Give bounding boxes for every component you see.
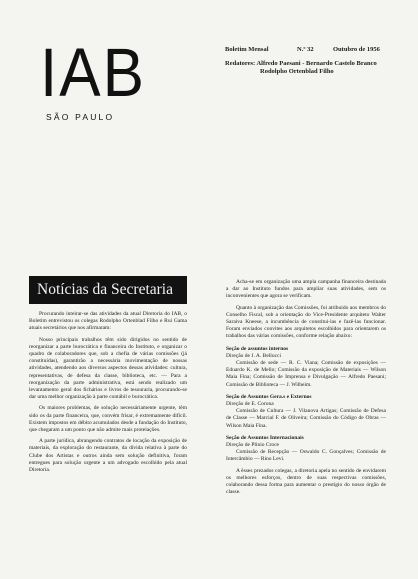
- issue-number: N.º 32: [297, 46, 314, 53]
- section-committees: Comissão de Recepção — Oswaldo C. Gonçalves; Comissão de Intercâmbio — Rino Levi.: [226, 449, 386, 463]
- paragraph: Nosso principais trabalhos têm sido dirigidos no sentido de reorganizar a parte burocrática e financeira do Instituto, e organizar o quadro de colaboradores que, sob a chefia de várias comissões (já constituídas), garantirão a necessária movimentação de nossas atividades, atendendo aos diversos aspectos dessas atividades: cultura, representativas, de defesa da classe, biblioteca, etc. — Para a reorganização da parte administrativa, está sendo realizado um levantamento geral dos fichários e livros de tesouraria, procurando-se dar uma melhor organização à parte contábil e burocrática.: [29, 336, 187, 401]
- left-column: [29, 311, 187, 474]
- right-column: [226, 279, 386, 496]
- iab-logo: [40, 35, 150, 126]
- paragraph: Procurando inteirar-se das atividades da atual Diretoria do IAB, o Boletim entrevistou os colegas Rodolpho Ortenblad Filho e Rui Gama atuais secretários que nos afirmaram:: [29, 311, 187, 332]
- editors-line-1: Redatores: Alfredo Paesani - Bernardo Castelo Branco: [225, 60, 377, 67]
- paragraph: A parte jurídica, abrangendo contratos de locação da exposição de materiais, da exploração do restaurante, da dívida relativa à parte do Clube dos Artistas e outros ainda sem solução definitiva, foram entregues para solução urgente a um advogado escolhido pela atual Diretoria.: [29, 438, 187, 474]
- section-title: Seção de assuntos internos: [226, 345, 289, 352]
- closing-paragraph: A êsses prezados colegas, a diretoria apela no sentido de envidarem os melhores esforços, dentro de suas respectivas comissões, colaborando dessa forma para aumentar o prestígio do nosso órgão de classe.: [226, 467, 386, 496]
- bulletin-label: Boletim Mensal: [225, 46, 269, 53]
- paragraph: Acha-se em organização uma ampla campanha financeira destinada a dar ao Instituto fundos para ampliar suas atividades, sem os inconvenientes que agora se verificam.: [226, 279, 386, 300]
- section-title: Seção de Assuntos Internacionais: [226, 434, 304, 441]
- paragraph: Quanto à organização das Comissões, foi atribuido aos membros do Conselho Fiscal, sob a orientação do Vice-Presidente arquiteto Walter Saraiva Kneese, a incumbência de constitui-las e fazê-las funcionar. Foram enviados convites aos arquitetos escolhidos para orientarem os trabalhos das várias comissões, conforme relação abaixo:: [226, 304, 386, 340]
- section-banner: Notícias da Secretaria: [29, 276, 187, 304]
- section-committees: Comissão de Cultura — J. Vilanova Artigas; Comissão de Defesa de Classe — Marcial F. de Oliveira; Comissão do Código de Obras — Wilson Maia Fina.: [226, 408, 386, 429]
- section-title: Seção de Assuntos Gera.s e Externos: [226, 393, 312, 400]
- section-direction: Direção de Plinio Croce: [226, 442, 279, 449]
- logo-subtitle: SÃO PAULO: [46, 112, 115, 122]
- section-direction: Direção de E. Corona: [226, 401, 274, 408]
- issue-date: Outubro de 1956: [333, 46, 380, 53]
- section-direction: Direção de J. A. Bellucci: [226, 352, 281, 359]
- logo-mark: IAB: [40, 35, 146, 112]
- section-committees: Comissão de sede — R. C. Viana; Comissão de exposições — Eduardo K. de Mello; Comissão da exposição de Materiais — Wilson Maia Fina; Comissão de Imprensa e Divulgação — Alfredo Paesani; Comissão de Biblioteca — J. Wilheim.: [226, 360, 386, 388]
- paragraph: Os maiores problemas, de solução necessáriamente urgente, têm sido os da parte financeira, que, convém frisar, é extremamente difícil. Existem impostos em débito acumulados desde a fundação do Instituto, que chegaram a um ponto que não admite mais protelações.: [29, 405, 187, 434]
- editors-line-2: Rodolpho Ortenblad Filho: [260, 68, 334, 75]
